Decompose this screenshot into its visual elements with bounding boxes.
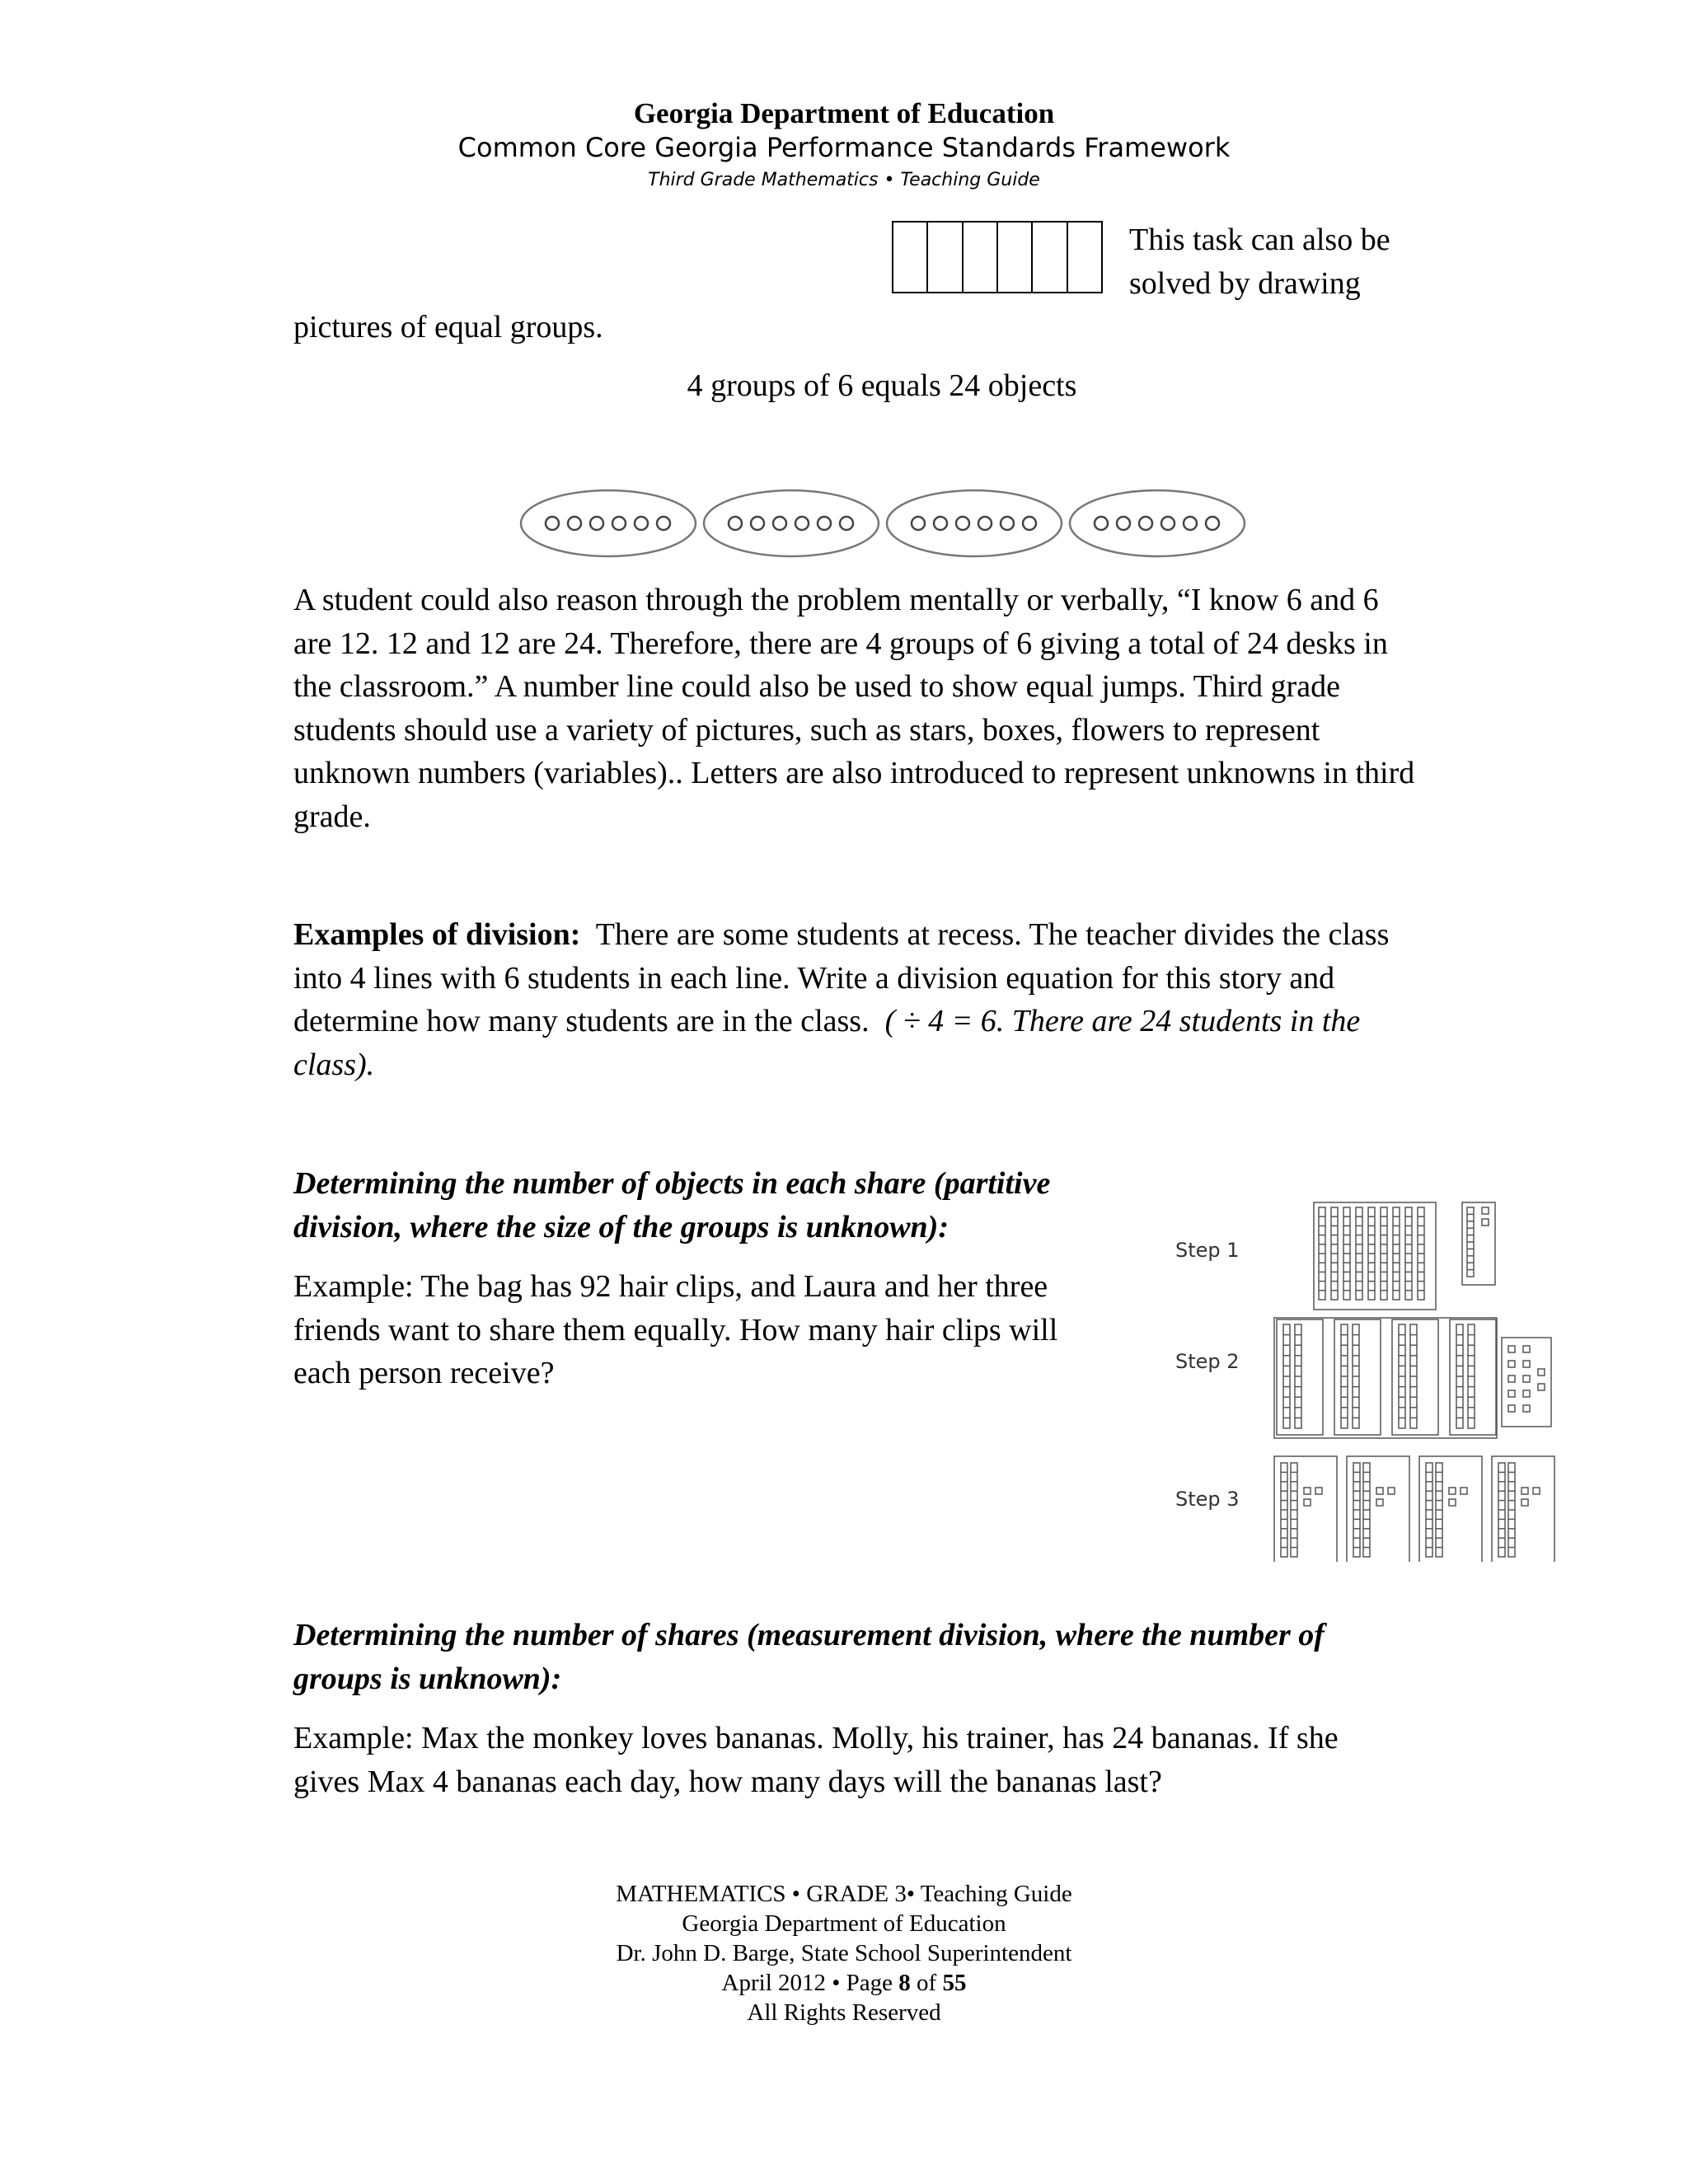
header-guide: Third Grade Mathematics • Teaching Guide — [648, 170, 1040, 190]
object-circle — [773, 517, 786, 530]
object-circle — [729, 517, 742, 530]
measurement-section — [293, 1614, 1339, 1803]
box — [998, 223, 1033, 292]
paragraph-line: the classroom.” A number line could also be used to show equal jumps. Third grade — [293, 669, 1340, 704]
groups-caption: 4 groups of 6 equals 24 objects — [687, 368, 1077, 403]
measurement-heading-cont: groups is unknown): — [293, 1661, 562, 1696]
unit-cube — [1508, 1405, 1515, 1412]
object-circle — [1184, 517, 1197, 530]
reasoning-paragraph — [293, 579, 1414, 838]
object-circle — [1117, 517, 1130, 530]
unit-cube — [1508, 1376, 1515, 1382]
paragraph-line: are 12. 12 and 12 are 24. Therefore, there are 4 groups of 6 giving a total of 24 desks in — [293, 626, 1388, 661]
object-circle — [912, 517, 925, 530]
base-ten-steps-diagram — [1169, 1199, 1556, 1562]
six-box-strip — [892, 221, 1103, 293]
division-answer: ( ÷ 4 = 6. There are 24 students in the — [884, 1004, 1361, 1038]
unit-cube — [1376, 1488, 1383, 1494]
object-circle — [795, 517, 809, 530]
object-circle — [840, 517, 853, 530]
partitive-section — [293, 1162, 1057, 1395]
unit-cube — [1508, 1361, 1515, 1367]
object-circle — [590, 517, 603, 530]
box — [893, 223, 928, 292]
division-line2: into 4 lines with 6 students in each line. Write a division equation for this story and — [293, 960, 1335, 996]
division-line1-text: There are some students at recess. The teacher divides the class — [595, 917, 1390, 952]
footer-line: Georgia Department of Education — [682, 1910, 1006, 1937]
partitive-heading-cont: division, where the size of the groups is unknown): — [293, 1209, 949, 1244]
object-circle — [546, 517, 559, 530]
partitive-heading: Determining the number of objects in each share (partitive — [293, 1166, 1051, 1201]
step-label: Step 3 — [1175, 1488, 1240, 1511]
unit-cube — [1523, 1376, 1530, 1382]
unit-cube — [1533, 1488, 1540, 1494]
footer — [0, 1879, 1688, 2027]
object-circle — [612, 517, 626, 530]
paragraph-line: students should use a variety of pictures, such as stars, boxes, flowers to represent — [293, 712, 1320, 748]
object-circle — [1095, 517, 1108, 530]
unit-cube — [1461, 1488, 1467, 1494]
measurement-heading: Determining the number of shares (measurement division, where the number of — [293, 1618, 1325, 1652]
paragraph-line: unknown numbers (variables).. Letters are also introduced to represent unknowns in third — [293, 756, 1415, 790]
page-number: 8 — [898, 1970, 911, 1996]
unit-cube — [1304, 1488, 1311, 1494]
step-label: Step 2 — [1175, 1350, 1240, 1373]
object-circle — [751, 517, 764, 530]
header-framework: Common Core Georgia Performance Standards Framework — [457, 132, 1231, 163]
footer-line: MATHEMATICS • GRADE 3• Teaching Guide — [616, 1881, 1072, 1907]
unit-cube — [1315, 1488, 1322, 1494]
unit-cube — [1523, 1405, 1530, 1412]
object-circle — [568, 517, 581, 530]
unit-cube — [1538, 1369, 1545, 1376]
division-heading: Examples of division: — [293, 917, 581, 952]
measurement-example-line: gives Max 4 bananas each day, how many days will the bananas last? — [293, 1764, 1162, 1799]
footer-line: Dr. John D. Barge, State School Superintendent — [616, 1940, 1072, 1966]
unit-cube — [1304, 1499, 1311, 1506]
object-circle — [956, 517, 969, 530]
unit-cube — [1523, 1361, 1530, 1367]
header-org: Georgia Department of Education — [633, 97, 1055, 129]
object-circle — [978, 517, 992, 530]
unit-cube — [1508, 1390, 1515, 1397]
step-label: Step 1 — [1175, 1239, 1240, 1262]
paragraph-line: A student could also reason through the problem mentally or verbally, “I know 6 and 6 — [293, 583, 1379, 617]
object-circle — [818, 517, 831, 530]
object-circle — [1023, 517, 1036, 530]
unit-cube — [1482, 1207, 1489, 1214]
box — [1033, 223, 1067, 292]
object-circle — [1139, 517, 1152, 530]
object-circle — [934, 517, 947, 530]
paragraph-line: grade. — [293, 799, 371, 834]
footer-date: April 2012 • Page — [721, 1970, 893, 1996]
object-circle — [1161, 517, 1175, 530]
footer-line: All Rights Reserved — [747, 1999, 941, 2026]
unit-cube — [1376, 1499, 1383, 1506]
page-total: 55 — [942, 1970, 967, 1996]
object-circle — [657, 517, 670, 530]
division-line3 — [293, 1000, 1389, 1043]
division-line1 — [293, 913, 1389, 957]
box — [1068, 223, 1101, 292]
division-line4: class). — [293, 1047, 375, 1082]
unit-cube — [1523, 1346, 1530, 1352]
drawing-note-line1: This task can also be — [1129, 223, 1390, 257]
box — [964, 223, 998, 292]
box — [928, 223, 963, 292]
unit-cube — [1523, 1390, 1530, 1397]
partitive-example-line: Example: The bag has 92 hair clips, and Laura and her three — [293, 1269, 1048, 1304]
unit-cube — [1508, 1346, 1515, 1352]
partitive-example-line: each person receive? — [293, 1356, 555, 1390]
division-line3-text: determine how many students are in the class. — [293, 1004, 870, 1038]
measurement-example-line: Example: Max the monkey loves bananas. Molly, his trainer, has 24 bananas. If she — [293, 1721, 1339, 1755]
drawing-note-line2: solved by drawing — [1129, 266, 1361, 301]
footer-page-line — [0, 1968, 1688, 1998]
unit-cube — [1449, 1488, 1456, 1494]
unit-cube — [1522, 1488, 1528, 1494]
object-circle — [635, 517, 648, 530]
equal-groups-diagram — [518, 485, 1246, 562]
unit-cube — [1482, 1219, 1489, 1226]
footer-of: of — [917, 1970, 937, 1996]
partitive-example-line: friends want to share them equally. How many hair clips will — [293, 1312, 1058, 1347]
unit-cube — [1538, 1384, 1545, 1390]
drawing-note-line3: pictures of equal groups. — [293, 310, 603, 344]
object-circle — [1001, 517, 1014, 530]
unit-cube — [1449, 1499, 1456, 1506]
object-circle — [1206, 517, 1219, 530]
division-example — [293, 913, 1389, 1086]
unit-cube — [1388, 1488, 1395, 1494]
unit-cube — [1522, 1499, 1528, 1506]
